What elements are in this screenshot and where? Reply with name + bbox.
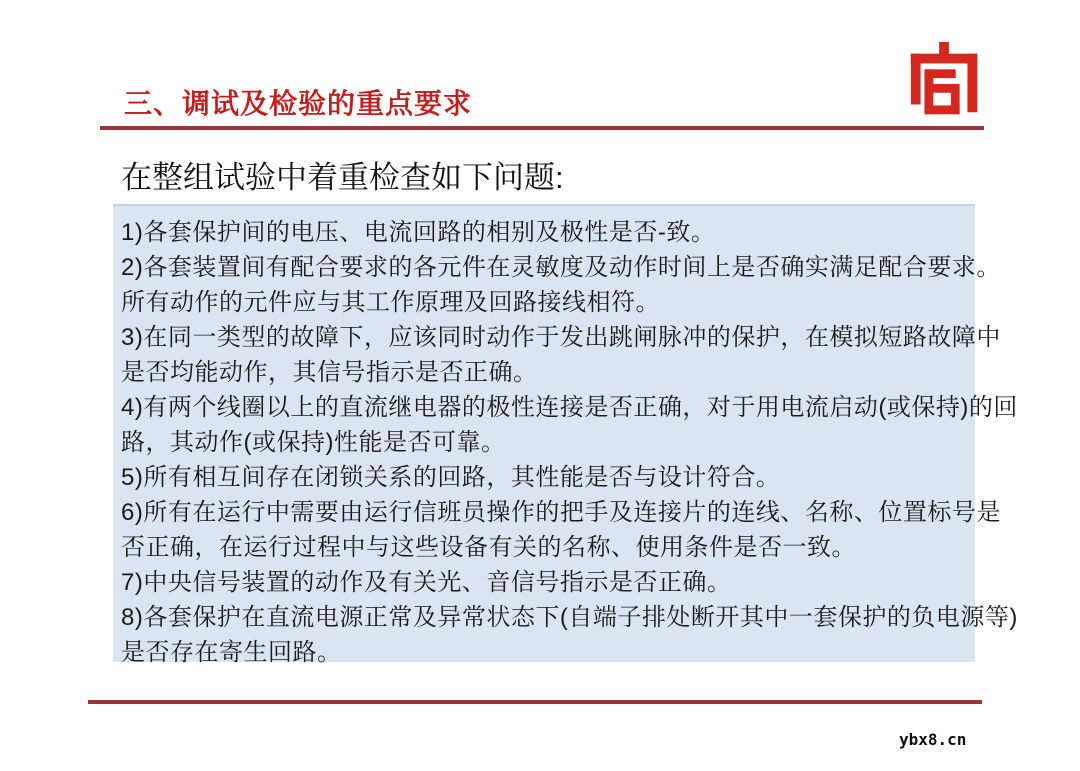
slide-title: 三、调试及检验的重点要求 xyxy=(124,88,473,119)
title-underline-rule xyxy=(100,126,984,130)
checklist-line: 8)各套保护在直流电源正常及异常状态下(自端子排处断开其中一套保护的负电源等) xyxy=(121,604,1018,631)
checklist-box xyxy=(113,204,1018,666)
datang-logo-icon xyxy=(903,42,985,124)
watermark-text: ybx8.cn xyxy=(899,730,967,749)
slide-subtitle: 在整组试验中着重检查如下问题: xyxy=(121,160,564,195)
checklist-line: 是否存在寄生回路。 xyxy=(121,639,342,666)
checklist-line: 6)所有在运行中需要由运行信班员操作的把手及连接片的连线、名称、位置标号是 xyxy=(121,499,1001,526)
checklist-line: 5)所有相互间存在闭锁关系的回路，其性能是否与设计符合。 xyxy=(121,464,781,491)
checklist-line: 否正确，在运行过程中与这些设备有关的名称、使用条件是否一致。 xyxy=(121,534,856,561)
checklist-line: 路，其动作(或保持)性能是否可靠。 xyxy=(121,429,506,456)
checklist-line: 是否均能动作，其信号指示是否正确。 xyxy=(121,359,538,386)
checklist-line: 3)在同一类型的故障下，应该同时动作于发出跳闸脉冲的保护，在模拟短路故障中 xyxy=(121,324,1001,351)
checklist-line: 7)中央信号装置的动作及有关光、音信号指示是否正确。 xyxy=(121,569,732,596)
checklist-line: 所有动作的元件应与其工作原理及回路接线相符。 xyxy=(121,289,660,316)
checklist-line: 2)各套装置间有配合要求的各元件在灵敏度及动作时间上是否确实满足配合要求。 xyxy=(121,254,1001,281)
footer-rule xyxy=(88,700,982,704)
checklist-line: 1)各套保护间的电压、电流回路的相别及极性是否-致。 xyxy=(121,219,716,246)
checklist-line: 4)有两个线圈以上的直流继电器的极性连接是否正确，对于用电流启动(或保持)的回 xyxy=(121,394,1018,421)
